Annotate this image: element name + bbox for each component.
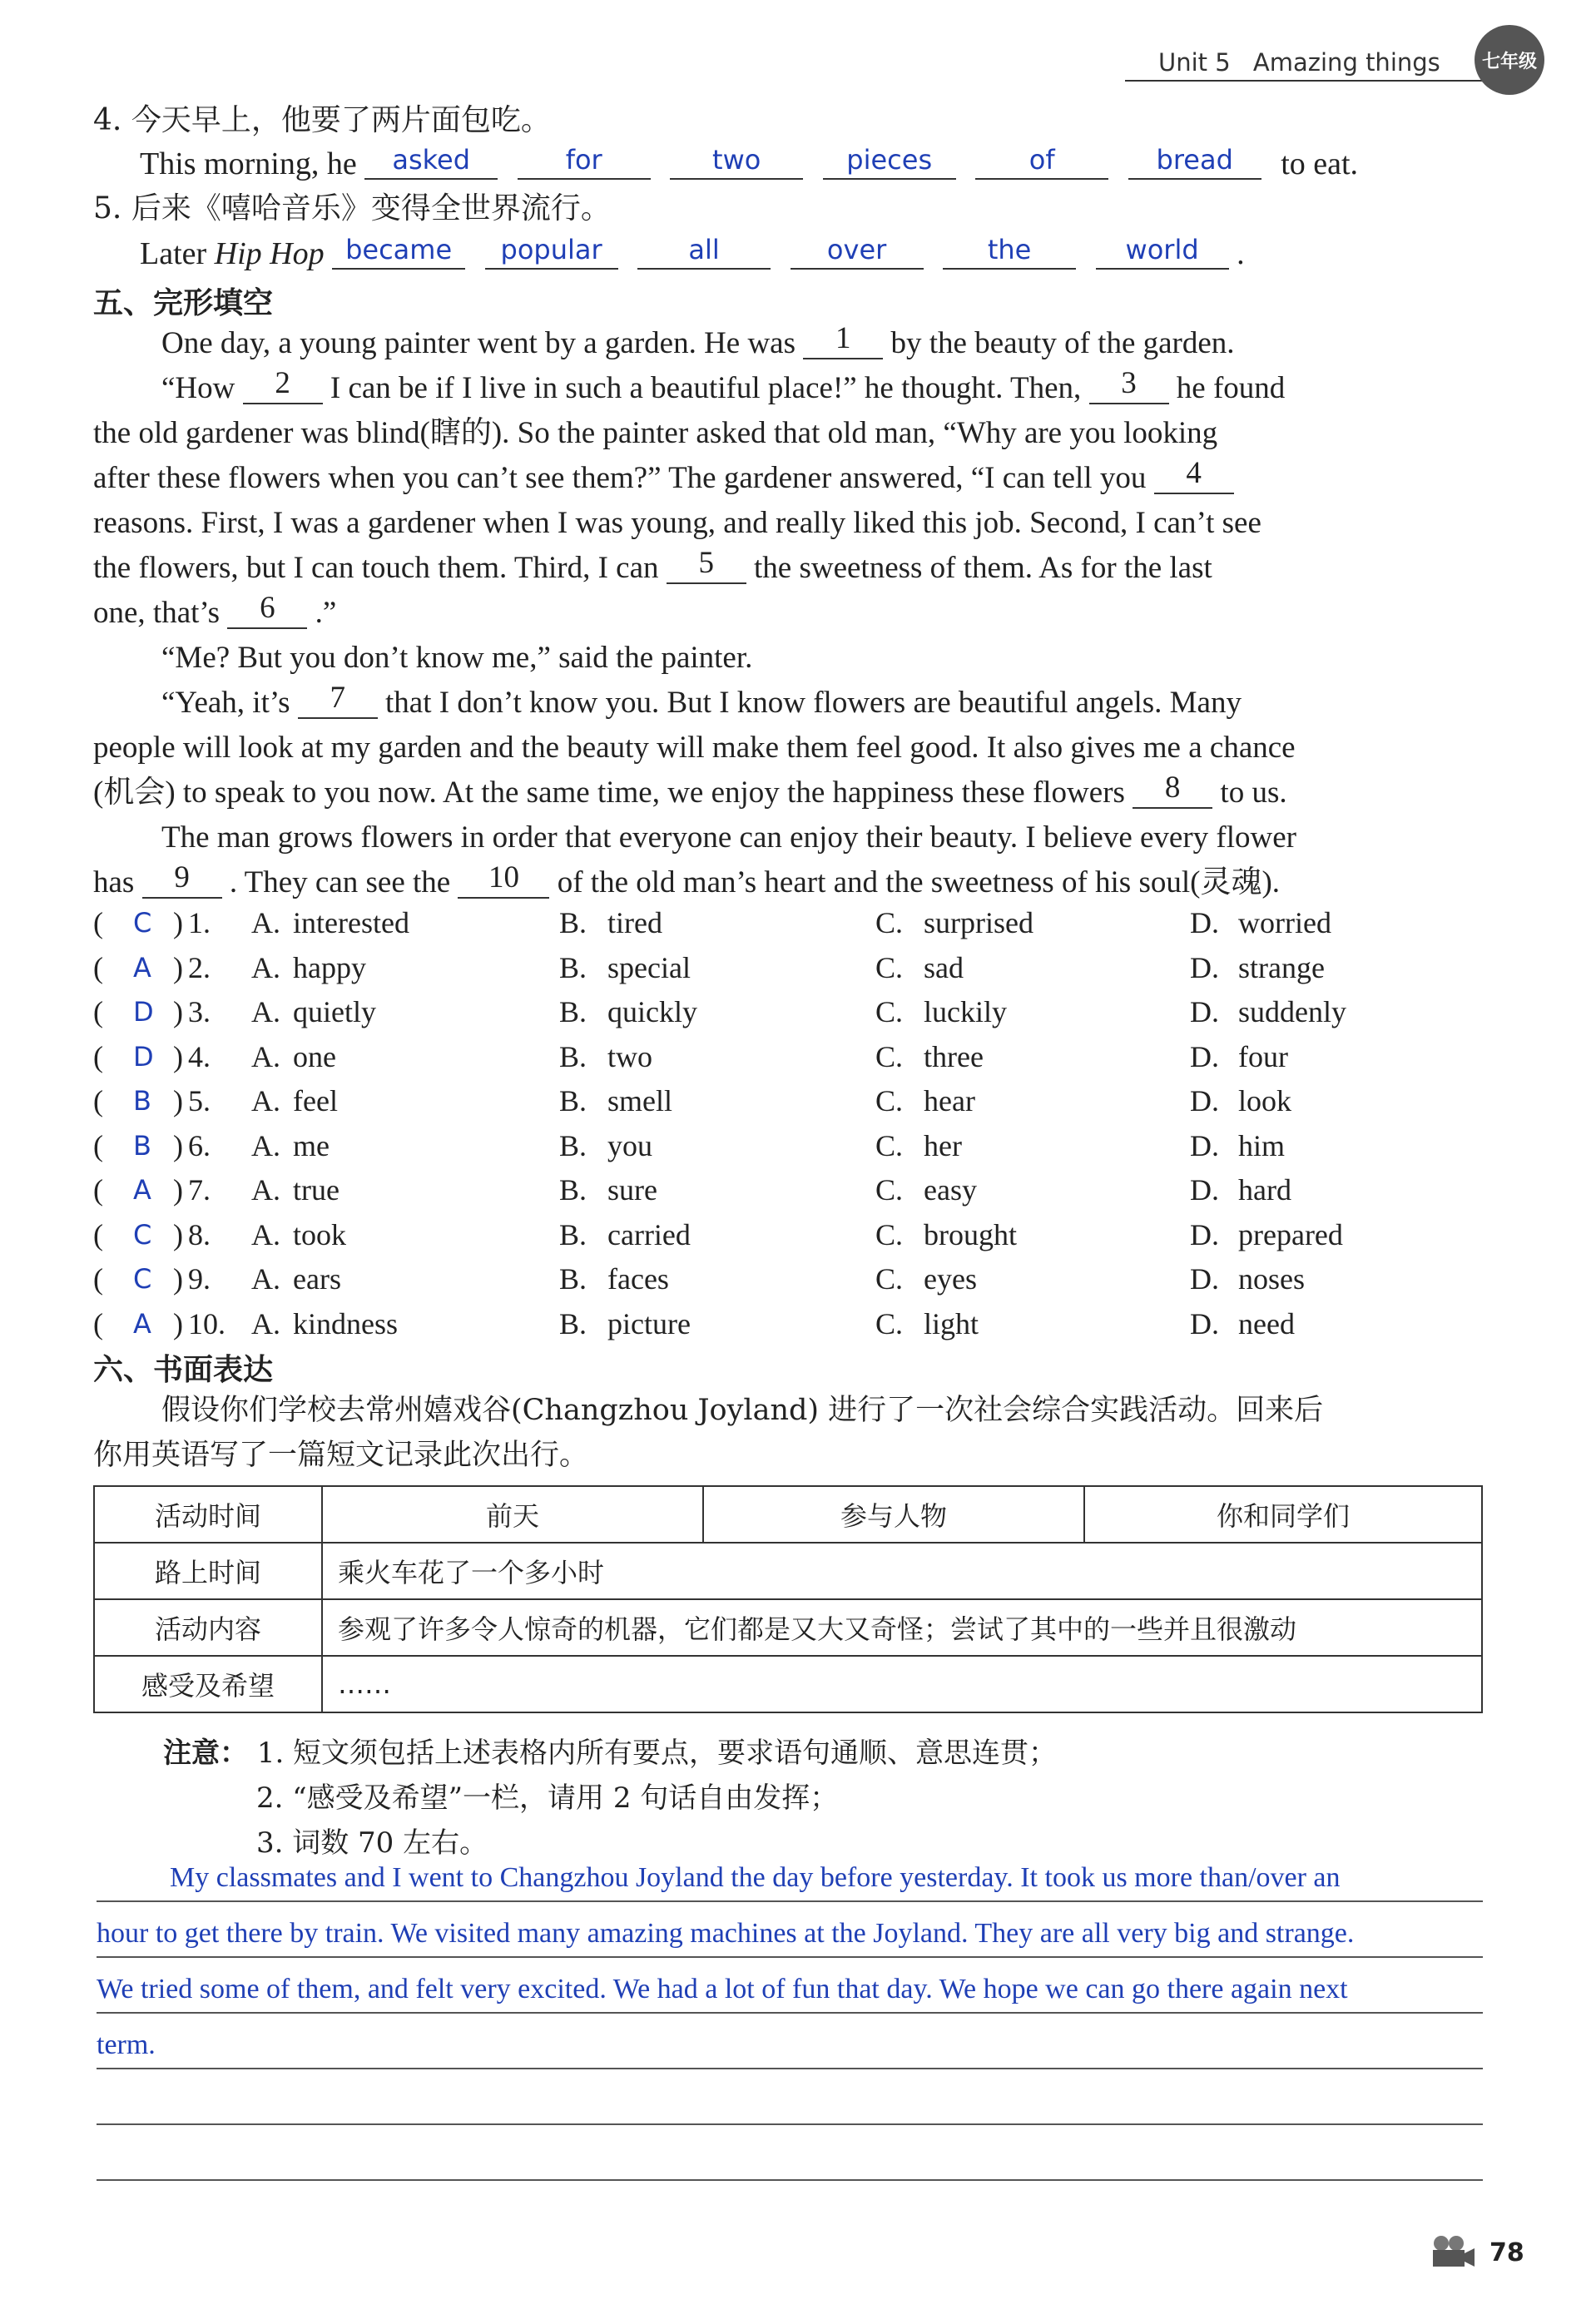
cloze-line: the flowers, but I can touch them. Third, I can 5 the sweetness of them. As for the last	[93, 546, 1212, 585]
cloze-line: has 9 . They can see the 10 of the old man’s heart and the sweetness of his soul(灵魂).	[93, 860, 1281, 899]
question-number: 10.	[188, 1306, 226, 1340]
translation-5-chinese: 5. 后来《嘻哈音乐》变得全世界流行。	[93, 191, 611, 225]
question-number: 5.	[188, 1084, 211, 1117]
table-cell-label: 感受及希望	[94, 1656, 322, 1712]
option-b: picture	[607, 1306, 691, 1340]
cloze-blank-number: 2	[275, 366, 290, 400]
translation-4-english: This morning, he asked for two pieces of bread to eat.	[140, 141, 1358, 186]
table-cell-label: 活动内容	[94, 1599, 322, 1656]
table-cell-value: 前天	[322, 1486, 703, 1543]
question-number: 3.	[188, 995, 211, 1028]
cloze-paragraph	[93, 321, 1296, 905]
option-row: ( C ) 1. A. interested B. tired C. surprised D. worried	[93, 900, 1491, 945]
selected-answer: A	[133, 1174, 151, 1206]
option-b: tired	[607, 906, 662, 939]
answer-blank: all	[688, 234, 720, 265]
note-item: 2. “感受及希望”一栏，请用 2 句话自由发挥；	[256, 1781, 839, 1815]
cloze-blank-number: 7	[330, 681, 346, 715]
answer-blank: over	[826, 234, 887, 265]
option-a: feel	[293, 1084, 338, 1117]
writing-rule	[97, 2068, 1483, 2069]
option-d: him	[1238, 1128, 1286, 1162]
table-cell-value: 参观了许多令人惊奇的机器，它们都是又大又奇怪；尝试了其中的一些并且很激动	[322, 1599, 1482, 1656]
section-heading-cloze: 五、完形填空	[93, 286, 274, 320]
option-d: noses	[1238, 1262, 1305, 1296]
option-c: light	[924, 1306, 979, 1340]
option-d: four	[1238, 1039, 1288, 1073]
option-row: ( C ) 9. A. ears B. faces C. eyes D. noses	[93, 1256, 1491, 1301]
cloze-blank-number: 1	[835, 321, 851, 355]
answer-blank: world	[1125, 234, 1199, 265]
table-cell-value: 你和同学们	[1084, 1486, 1482, 1543]
option-row: ( A ) 2. A. happy B. special C. sad D. strange	[93, 945, 1491, 990]
header-rule	[1125, 80, 1491, 82]
option-b: quickly	[607, 995, 697, 1028]
option-a: quietly	[293, 995, 376, 1028]
option-d: look	[1238, 1084, 1292, 1117]
cloze-line: “Yeah, it’s 7 that I don’t know you. But I know flowers are beautiful angels. Many	[161, 681, 1242, 720]
writing-rule	[97, 1956, 1483, 1958]
question-number: 8.	[188, 1217, 211, 1251]
answer-line: hour to get there by train. We visited many amazing machines at the Joyland. They are all very big and strange.	[97, 1918, 1355, 1949]
option-c: luckily	[924, 995, 1007, 1028]
option-a: ears	[293, 1262, 341, 1296]
selected-answer: C	[133, 1218, 152, 1251]
cloze-blank-number: 3	[1121, 366, 1137, 400]
option-b: faces	[607, 1262, 669, 1296]
option-b: special	[607, 950, 691, 984]
notes-line	[163, 1731, 1057, 1776]
option-c: eyes	[924, 1262, 977, 1296]
option-row: ( D ) 4. A. one B. two C. three D. four	[93, 1034, 1491, 1079]
writing-rule	[97, 1900, 1483, 1902]
cloze-line: reasons. First, I was a gardener when I was young, and really liked this job. Second, I can’t see	[93, 506, 1261, 540]
option-c: easy	[924, 1173, 977, 1207]
header-unit	[1158, 48, 1440, 77]
cloze-line: one, that’s 6 .”	[93, 591, 337, 630]
answer-line: term.	[97, 2029, 156, 2060]
option-b: two	[607, 1039, 652, 1073]
cloze-blank-number: 10	[488, 860, 519, 894]
selected-answer: A	[133, 1307, 151, 1340]
writing-answer	[97, 1857, 1483, 2080]
writing-rule	[97, 2123, 1483, 2125]
section-heading-writing: 六、书面表达	[93, 1353, 274, 1387]
writing-prompt	[93, 1388, 1323, 1478]
question-number: 2.	[188, 950, 211, 984]
selected-answer: B	[133, 1085, 151, 1117]
option-c: three	[924, 1039, 984, 1073]
option-b: carried	[607, 1217, 691, 1251]
cloze-blank-number: 9	[174, 860, 190, 894]
answer-line: We tried some of them, and felt very excited. We had a lot of fun that day. We hope we can go there again next	[97, 1974, 1348, 2004]
writing-notes	[163, 1731, 1057, 1866]
option-d: hard	[1238, 1173, 1291, 1207]
selected-answer: B	[133, 1129, 151, 1162]
table-cell-label: 参与人物	[703, 1486, 1084, 1543]
option-b: smell	[607, 1084, 672, 1117]
option-b: you	[607, 1128, 652, 1162]
question-number: 1.	[188, 906, 211, 939]
option-d: prepared	[1238, 1217, 1343, 1251]
writing-rule	[97, 2179, 1483, 2181]
answer-blank: became	[345, 234, 453, 265]
option-c: brought	[924, 1217, 1017, 1251]
option-row: ( B ) 6. A. me B. you C. her D. him	[93, 1123, 1491, 1168]
option-row: ( C ) 8. A. took B. carried C. brought D. prepared	[93, 1212, 1491, 1257]
cloze-line: “How 2 I can be if I live in such a beautiful place!” he thought. Then, 3 he found	[161, 366, 1286, 405]
cloze-blank-number: 8	[1164, 771, 1181, 805]
answer-blank: bread	[1156, 144, 1233, 176]
answer-blank: two	[712, 144, 761, 176]
option-c: hear	[924, 1084, 975, 1117]
notes-label: 注意：	[163, 1737, 248, 1770]
cloze-blank-number: 5	[698, 546, 714, 580]
selected-answer: D	[133, 996, 154, 1028]
activity-table	[93, 1485, 1483, 1713]
option-a: one	[293, 1039, 336, 1073]
cloze-line: after these flowers when you can’t see them?” The gardener answered, “I can tell you 4	[93, 456, 1296, 501]
option-d: suddenly	[1238, 995, 1346, 1028]
grade-badge	[1475, 25, 1544, 95]
grade-badge-label: 七年级	[1481, 51, 1537, 72]
option-a: kindness	[293, 1306, 398, 1340]
cloze-line: The man grows flowers in order that everyone can enjoy their beauty. I believe every flower	[161, 820, 1296, 855]
option-d: strange	[1238, 950, 1325, 984]
option-b: sure	[607, 1173, 657, 1207]
option-a: happy	[293, 950, 366, 984]
answer-blank: of	[1028, 144, 1055, 176]
option-row: ( A ) 7. A. true B. sure C. easy D. hard	[93, 1167, 1491, 1212]
table-row	[94, 1543, 1482, 1599]
page-number: 78	[1489, 2238, 1524, 2267]
unit-title: Amazing things	[1252, 48, 1440, 77]
table-row	[94, 1486, 1482, 1543]
cloze-line: “Me? But you don’t know me,” said the painter.	[161, 641, 753, 675]
cloze-blank-number: 4	[1186, 456, 1202, 490]
option-a: took	[293, 1217, 347, 1251]
selected-answer: C	[133, 907, 152, 939]
footer-camera-icon	[1430, 2235, 1476, 2268]
unit-label: Unit 5	[1158, 48, 1231, 77]
table-cell-value: 乘火车花了一个多小时	[322, 1543, 1482, 1599]
question-number: 7.	[188, 1173, 211, 1207]
translation-4-chinese: 4. 今天早上，他要了两片面包吃。	[93, 103, 551, 137]
note-item: 1. 短文须包括上述表格内所有要点，要求语句通顺、意思连贯；	[256, 1737, 1058, 1770]
cloze-blank-number: 6	[260, 591, 275, 625]
answer-blank: for	[565, 144, 602, 176]
table-row	[94, 1656, 1482, 1712]
question-number: 9.	[188, 1262, 211, 1296]
option-c: surprised	[924, 906, 1033, 939]
cloze-line: people will look at my garden and the beauty will make them feel good. It also gives me a chance	[93, 731, 1296, 765]
selected-answer: A	[133, 951, 151, 984]
answer-blank: the	[987, 234, 1032, 265]
answer-blank: popular	[500, 234, 602, 265]
cloze-line: One day, a young painter went by a garden. He was 1 by the beauty of the garden.	[161, 321, 1235, 360]
option-c: sad	[924, 950, 964, 984]
question-number: 6.	[188, 1128, 211, 1162]
writing-prompt-line: 你用英语写了一篇短文记录此次出行。	[93, 1439, 589, 1472]
answer-line: My classmates and I went to Changzhou Joyland the day before yesterday. It took us more than/over an	[170, 1862, 1341, 1893]
table-cell-label: 路上时间	[94, 1543, 322, 1599]
option-d: need	[1238, 1306, 1295, 1340]
answer-blank: asked	[392, 144, 471, 176]
selected-answer: C	[133, 1263, 152, 1295]
option-a: me	[293, 1128, 330, 1162]
writing-prompt-line: 假设你们学校去常州嬉戏谷(Changzhou Joyland) 进行了一次社会综合实践活动。回来后	[161, 1394, 1324, 1427]
option-a: true	[293, 1173, 340, 1207]
note-item: 3. 词数 70 左右。	[256, 1826, 488, 1860]
writing-rule	[97, 2012, 1483, 2014]
option-row: ( B ) 5. A. feel B. smell C. hear D. look	[93, 1078, 1491, 1123]
option-row: ( A ) 10. A. kindness B. picture C. light D. need	[93, 1301, 1491, 1346]
table-cell-value: ……	[322, 1656, 1482, 1712]
selected-answer: D	[133, 1040, 154, 1073]
cloze-line: the old gardener was blind(瞎的). So the painter asked that old man, “Why are you looking	[93, 416, 1218, 450]
cloze-line: (机会) to speak to you now. At the same time, we enjoy the happiness these flowers 8 to us.	[93, 771, 1287, 810]
translation-5-english: Later Hip Hop became popular all over the world .	[140, 231, 1245, 276]
table-cell-label: 活动时间	[94, 1486, 322, 1543]
option-a: interested	[293, 906, 409, 939]
option-c: her	[924, 1128, 962, 1162]
table-row	[94, 1599, 1482, 1656]
question-number: 4.	[188, 1039, 211, 1073]
option-row: ( D ) 3. A. quietly B. quickly C. luckily D. suddenly	[93, 989, 1491, 1034]
option-d: worried	[1238, 906, 1331, 939]
answer-blank: pieces	[846, 144, 933, 176]
